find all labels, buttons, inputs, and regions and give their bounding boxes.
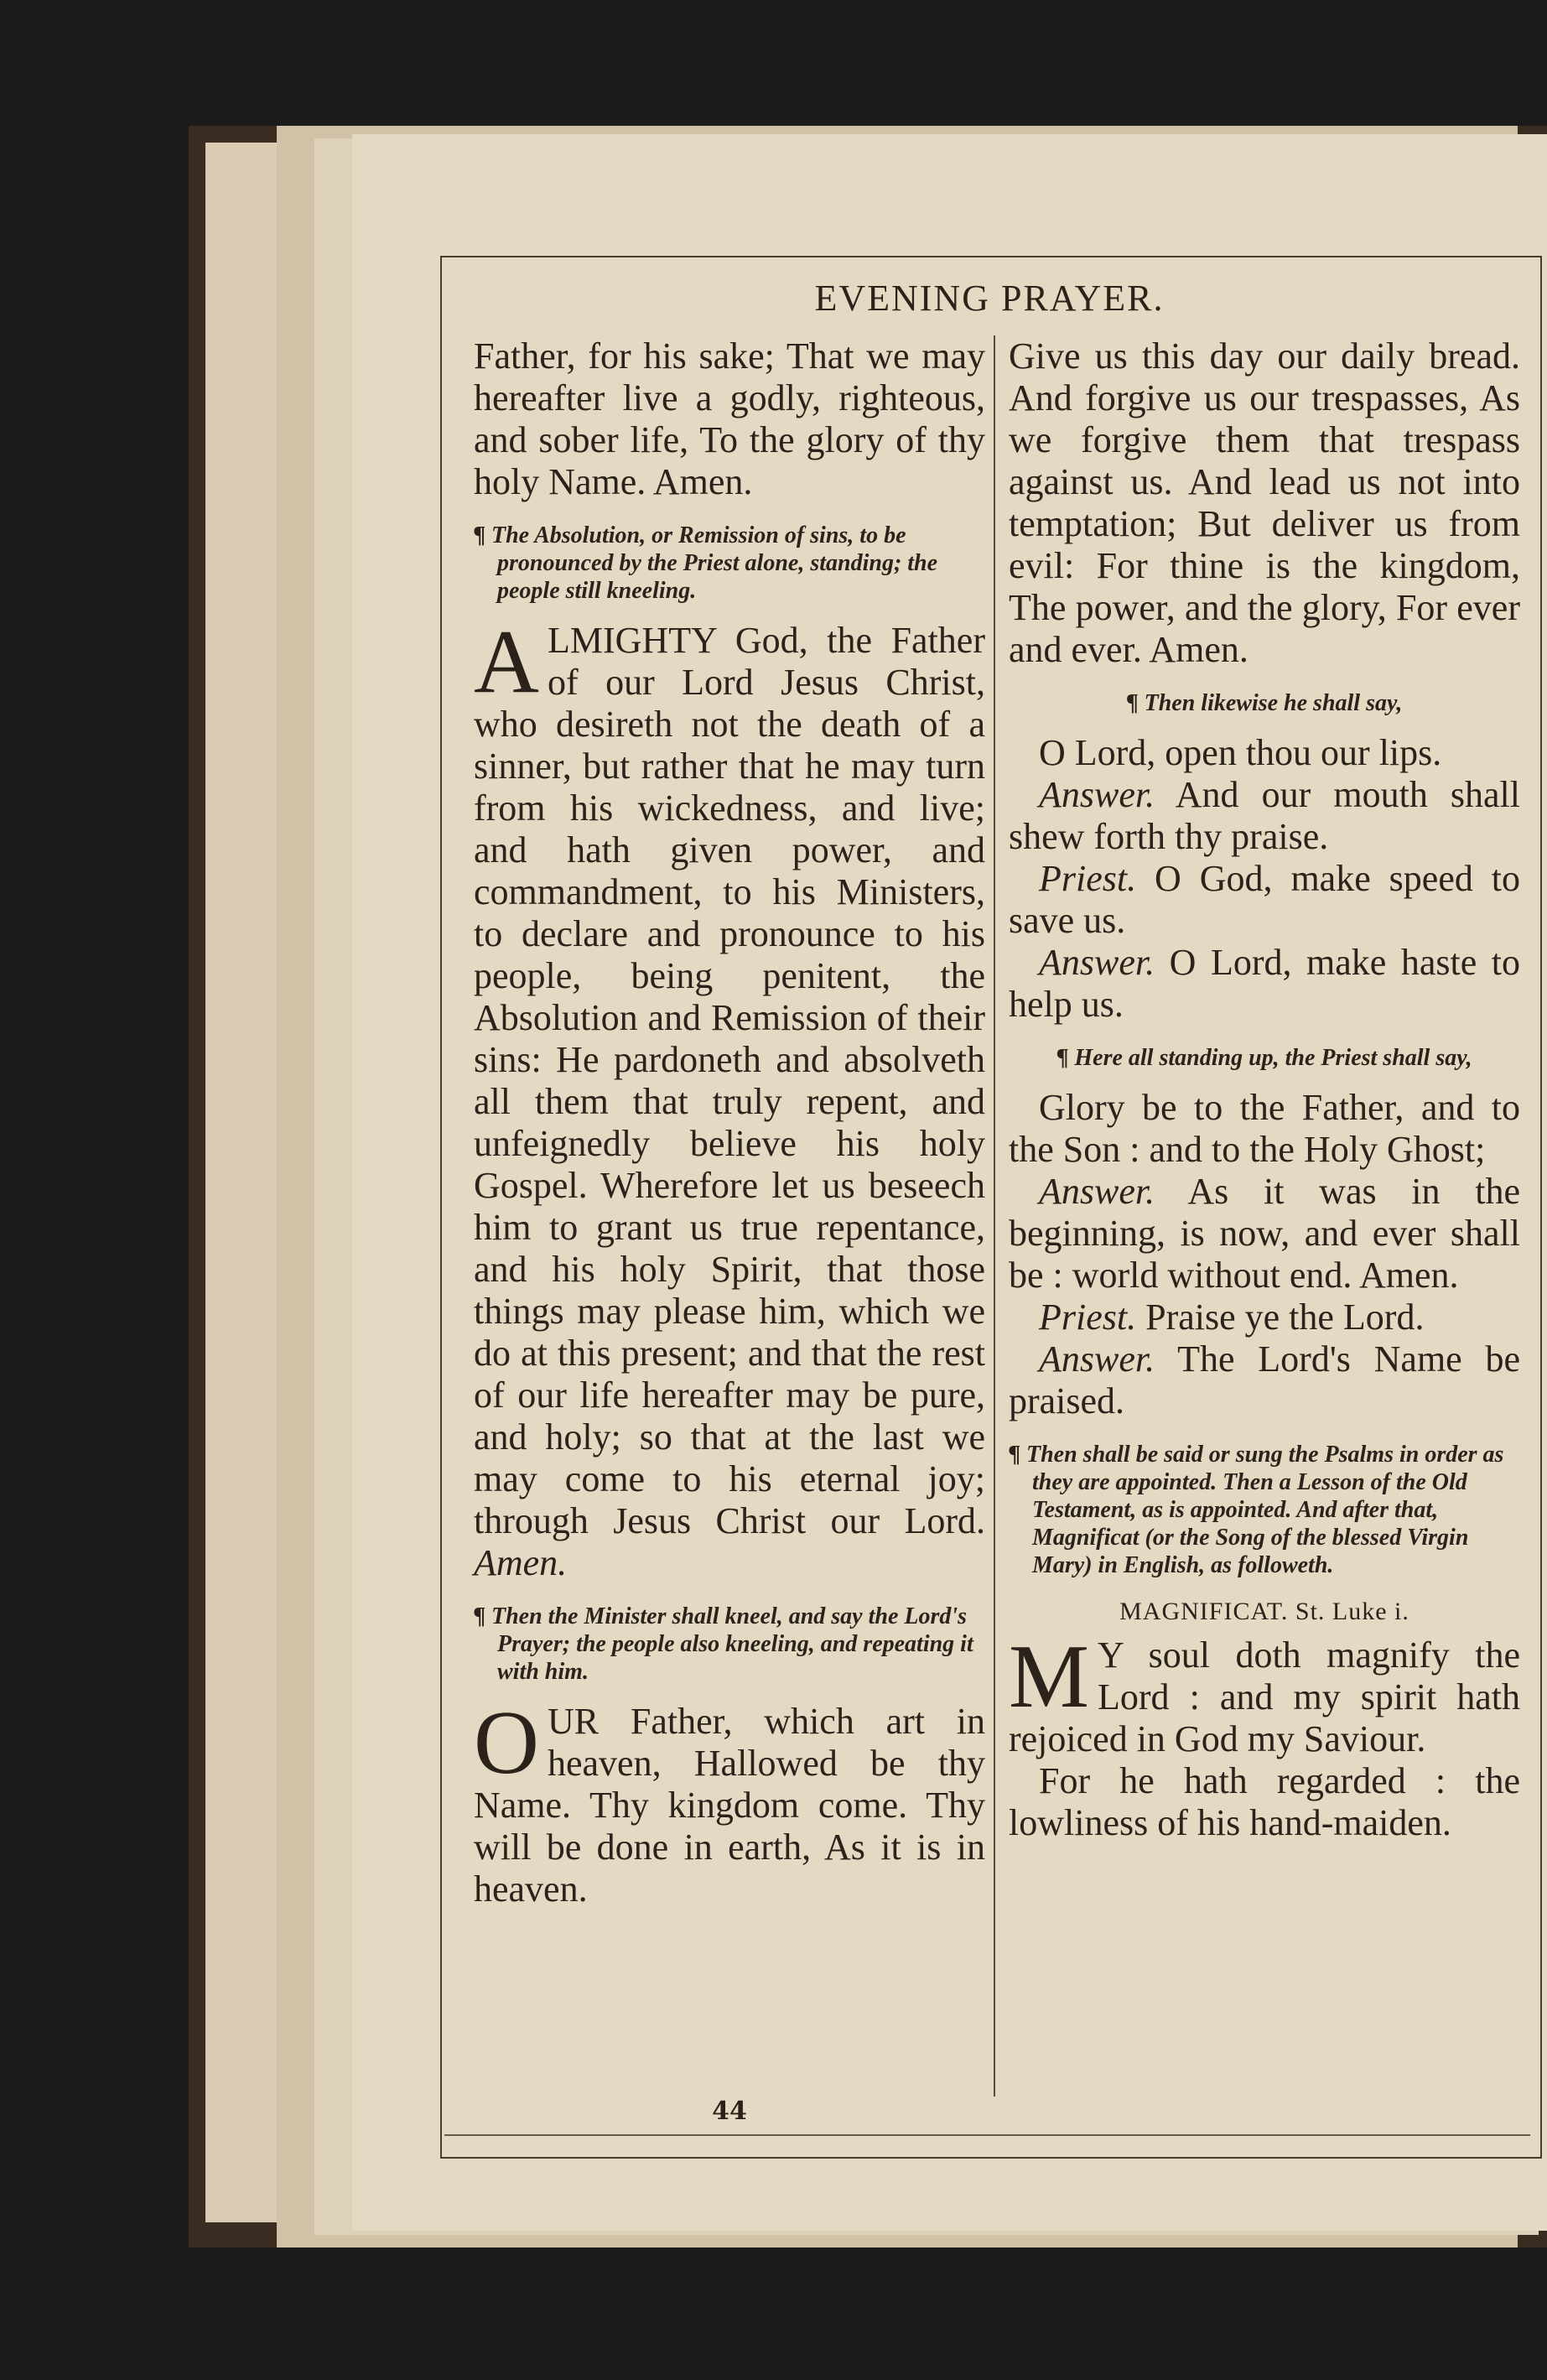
column-divider <box>994 335 995 2097</box>
speaker-label: Answer. <box>1039 942 1155 983</box>
rubric: ¶ Then the Minister shall kneel, and say the Lord's Prayer; the people also kneeling, and repeating it with him. <box>474 1603 973 1685</box>
rubric: ¶ Then likewise he shall say, <box>1126 690 1403 716</box>
drop-cap: A <box>474 612 539 712</box>
magnificat-verse: For he hath regarded : the lowliness of his hand-maiden. <box>1009 1760 1520 1843</box>
versicle: Priest. Praise ye the Lord. <box>1039 1297 1425 1338</box>
absolution-paragraph <box>474 612 985 1584</box>
rubric: ¶ The Absolution, or Remission of sins, to be pronounced by the Priest alone, standing; the people still kneeling. <box>474 522 938 604</box>
amen: Amen. <box>474 1542 568 1583</box>
left-column <box>474 335 985 1910</box>
lords-prayer <box>474 1693 985 1910</box>
rubric: ¶ Here all standing up, the Priest shall say, <box>1056 1045 1472 1071</box>
paragraph: Father, for his sake; That we may hereafter live a godly, righteous, and sober life, To the glory of thy holy Name. Amen. <box>474 335 985 502</box>
versicle: O Lord, open thou our lips. <box>1039 732 1442 773</box>
running-head: EVENING PRAYER. <box>814 278 1165 319</box>
right-column <box>1009 335 1520 1844</box>
gloria: Glory be to the Father, and to the Son : and to the Holy Ghost; <box>1009 1087 1520 1170</box>
magnificat-verse: M Y soul doth magnify the Lord : and my spirit hath rejoiced in God my Saviour. <box>1009 1627 1520 1759</box>
bottom-rule <box>444 2134 1530 2136</box>
response: Answer. The Lord's Name be praised. <box>1009 1338 1520 1421</box>
absolution-text: LMIGHTY God, the Father of our Lord Jesus Christ, who desireth not the death of a sinner, but rather that he may turn from his wickedness, and live; and hath given power, and commandment, to his Ministers, to declare and pronounce to his people, being penitent, the Absolution and Remission of their sins: He pardoneth and absolveth all them that truly repent, and unfeignedly believe his holy Gospel. Wherefore let us beseech him to grant us true repentance, and his holy Spirit, that those things may please him, which we do at this present; and that the rest of our life hereafter may be pure, and holy; so that at the last we may come to his eternal joy; through Jesus Christ our Lord. <box>474 620 985 1541</box>
drop-cap: O <box>474 1693 539 1793</box>
response: Answer. And our mouth shall shew forth thy praise. <box>1009 774 1520 857</box>
response: Answer. O Lord, make haste to help us. <box>1009 942 1520 1025</box>
response: Answer. As it was in the beginning, is now, and ever shall be : world without end. Amen. <box>1009 1171 1520 1296</box>
speaker-label: Answer. <box>1039 774 1155 815</box>
speaker-label: Answer. <box>1039 1338 1155 1380</box>
speaker-label: Answer. <box>1039 1171 1155 1212</box>
drop-cap: M <box>1009 1627 1090 1727</box>
section-title: MAGNIFICAT. St. Luke i. <box>1119 1598 1409 1625</box>
prayer-text: UR Father, which art in heaven, Hallowed be thy Name. Thy kingdom come. Thy will be done in earth, As it is in heaven. <box>474 1701 985 1910</box>
paragraph: Give us this day our daily bread. And forgive us our trespasses, As we forgive them that trespass against us. And lead us not into temptation; But deliver us from evil: For thine is the kingdom, The power, and the glory, For ever and ever. Amen. <box>1009 335 1520 670</box>
speaker-label: Priest. <box>1039 858 1137 899</box>
page-number: 44 <box>712 2097 747 2126</box>
speaker-label: Priest. <box>1039 1297 1137 1338</box>
rubric: ¶ Then shall be said or sung the Psalms in order as they are appointed. Then a Lesson of the Old Testament, as is appointed. And after that, Magnificat (or the Song of the blessed Virgin Mary) in English, as followeth. <box>1009 1442 1504 1578</box>
versicle: Priest. O God, make speed to save us. <box>1009 858 1520 941</box>
